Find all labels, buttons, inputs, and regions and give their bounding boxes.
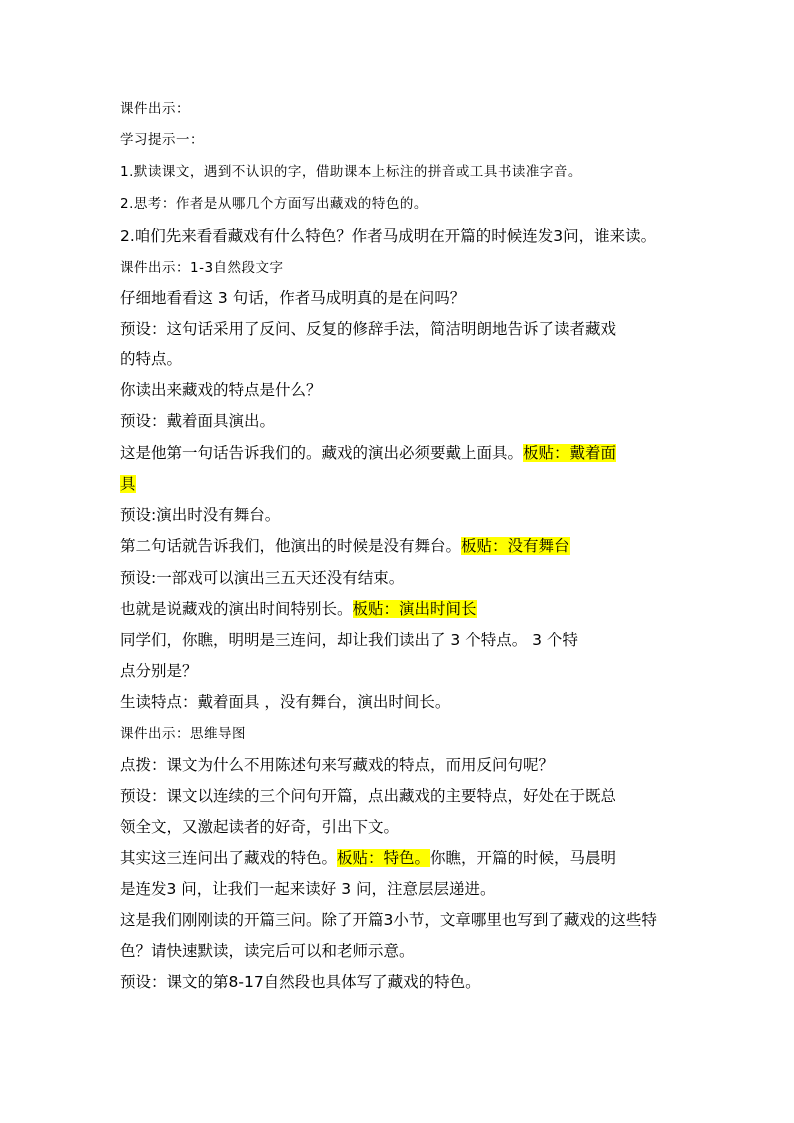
line-text: 你瞧，开篇的时候，马晨明 [430, 849, 617, 867]
board-note-highlight: 具 [120, 475, 136, 493]
line-text: 也就是说藏戏的演出时间特别长。 [120, 600, 353, 618]
paragraph-line: 预设:一部戏可以演出三五天还没有结束。 [120, 569, 405, 587]
paragraph-line [120, 441, 616, 465]
paragraph-line [120, 597, 477, 621]
paragraph-line: 是连发3 问，让我们一起来读好 3 问，注意层层递进。 [120, 880, 496, 898]
paragraph-line: 预设：课文的第8-17自然段也具体写了藏戏的特色。 [120, 973, 481, 991]
board-note-highlight: 板贴：特色。 [337, 849, 431, 867]
paragraph-line [120, 472, 136, 496]
paragraph-line: 预设:演出时没有舞台。 [120, 506, 281, 524]
study-tip-item-2: 2.思考：作者是从哪几个方面写出藏戏的特色的。 [120, 196, 428, 212]
paragraph-line: 点拨：课文为什么不用陈述句来写藏戏的特点，而用反问句呢？ [120, 756, 555, 774]
paragraph-line: 2.咱们先来看看藏戏有什么特色？作者马成明在开篇的时候连发3问，谁来读。 [120, 227, 657, 245]
paragraph-line: 预设：戴着面具演出。 [120, 412, 276, 430]
study-tip-item-1: 1.默读课文，遇到不认识的字，借助课本上标注的拼音或工具书读准字音。 [120, 164, 582, 180]
board-note-highlight: 板贴：戴着面 [523, 444, 617, 462]
study-tip-heading: 学习提示一： [120, 132, 204, 148]
paragraph-line: 这是我们刚刚读的开篇三问。除了开篇3小节，文章哪里也写到了藏戏的这些特 [120, 911, 657, 929]
courseware-label: 课件出示：思维导图 [120, 726, 246, 742]
paragraph-line: 生读特点：戴着面具 ，没有舞台，演出时间长。 [120, 693, 451, 711]
paragraph-line: 领全文，又激起读者的好奇，引出下文。 [120, 818, 400, 836]
paragraph-line [120, 534, 570, 558]
board-note-highlight: 板贴：演出时间长 [352, 600, 477, 618]
paragraph-line: 色？请快速默读，读完后可以和老师示意。 [120, 942, 415, 960]
paragraph-line: 同学们，你瞧，明明是三连问，却让我们读出了 3 个特点。 3 个特 [120, 631, 578, 649]
paragraph-line: 的特点。 [120, 350, 183, 368]
line-text: 第二句话就告诉我们，他演出的时候是没有舞台。 [120, 537, 462, 555]
board-note-highlight: 板贴：没有舞台 [461, 537, 570, 555]
paragraph-line: 点分别是？ [120, 662, 198, 680]
paragraph-line: 预设：这句话采用了反问、反复的修辞手法，简洁明朗地告诉了读者藏戏 [120, 320, 617, 338]
paragraph-line [120, 846, 616, 870]
courseware-label: 课件出示：1-3自然段文字 [120, 260, 284, 276]
paragraph-line: 仔细地看看这 3 句话，作者马成明真的是在问吗？ [120, 289, 466, 307]
line-text: 这是他第一句话告诉我们的。藏戏的演出必须要戴上面具。 [120, 444, 524, 462]
line-text: 其实这三连问出了藏戏的特色。 [120, 849, 338, 867]
paragraph-line: 预设：课文以连续的三个问句开篇，点出藏戏的主要特点，好处在于既总 [120, 787, 617, 805]
courseware-label: 课件出示： [120, 101, 190, 117]
paragraph-line: 你读出来藏戏的特点是什么？ [120, 381, 322, 399]
